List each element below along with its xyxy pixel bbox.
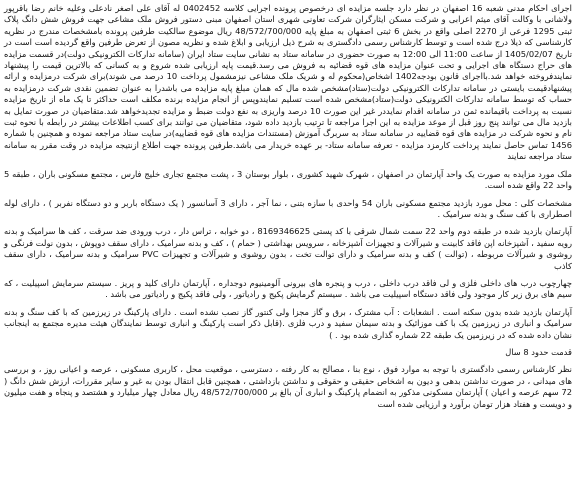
auction-announcement-paragraph: اجرای احکام مدنی شعبه 16 اصفهان در نظر دارد جلسه مزایده ای درخصوص پرونده اجرایی کلاسه 0402452 له آقای علی اصغر نادعلی وعلیه خانم رضا باقرپور ولاشانی با وکالت آقای میثم اعرابی و شرکت مسکن ایثارگران شرکت تعاونی شهری استان اصفهان مبنی دستور فروش ملک مشاعی جهت فروش شش دانگ پلاک ثبتی 1295 فرعی از 2270 اصلی واقع در بخش 6 ثبتی اصفهان به مبلغ پایه 48/572/700/000 ریال موضوع سالکیت طرفین پرونده بامشخصات مندرج در نظریه کارشناسی که ذیلا درج شده است و توسط کارشناس رسمی دادگستری به شرح ذیل ارزیابی و ابلاغ شده و نظریه مصون از تعرض طرفین واقع گردیده است است در تاریخ 1405/02/07 از ساعت 11:00 الی 12:00 به صورت حضوری در سامانه ستاد به نشانی سایت ستاد ایران (سامانه تدارکات الکترونیکی دولت)در قسمت مزایده های حراج دستگاه های اجرایی و تحت عنوان مزایده های قوه قضائیه به فروش می رسد.قیمت پایه ارزیابی شده شروع و به کسانی که بالاترین قیمت را پیشنهاد نمایندفروخته خواهد شد.بااجرای قانون بودجه1402 اشخاص(محکوم له و شریک ملک مشاعی نیزمشمول پرداخت 10 درصد می شوند)برای شرکت درمزایده و ارائه پیشنهادقیمت بایستی در سامانه تدارکات الکترونیکی دولت(ستاد)مشخص شده مال که همان مبلغ پایه مزایده می باشدرا به عنوان تضمین نقدی شرکت درمزایده به حساب که توسط سامانه تدارکات الکترونیکی دولت(ستاد)مشخص شده است تسلیم نمایندوپس از انجام مزایده برنده مکلف است حداکثر تا یک ماه از تاریخ مزایده نسبت به پرداخت باقیمانده ثمن در سامانه اقدام نمایددر غیر این صورت 10 درصد واریزی به نفع دولت ضبط و مزایده تجدیدخواهد شد.متقاضیان در صورت تمایل به بازدید مال می توانند پنج روز قبل از موعد مزایده به این اجرا مراجعه تا ترتیب بازدید داده شود، متقاضیان می توانند برای کسب اطلاعات بیشتر در رابطه با نحوه ثبت نام و نحوه شرکت در مزایده های قوه قضاییه در سامانه ستاد به سربرگ آموزش (مستندات مزایده های قوه قضاییه)در سایت ستاد مراجعه نموده و همچنین با شماره 1456 تماس حاصل نمایند پرداخت کارمزد مزایده - تعرفه سامانه ستاد- بر عهده خریدار می باشد.طرفین پرونده جهت اطلاع ازنتیجه مزایده در وقت مقرر به سامانه ستاد مراجعه نمایند	[4, 3, 573, 162]
building-age-paragraph: قدمت حدود 8 سال	[505, 346, 572, 357]
property-location-paragraph: ملک مورد مزایده به صورت یک واحد آپارتمان در اصفهان ، شهرک شهید کشوری ، بلوار بوستان 3 ، پشت مجتمع تجاری خلیج فارس ، مجتمع مسکونی باران ، طبقه 5 واحد 22 واقع شده است.	[4, 168, 572, 191]
apartment-description-paragraph: آپارتمان بازدید شده در طبقه دوم واحد 22 سمت شمال شرقی با کد پستی 8169346625 ، دو خوابه ، تراس دار ، درب ورودی ضد سرقت ، کف ها سرامیک و بدنه رویه سفید ، آشپزخانه اپن فاقد کابینت و شیرآلات و تجهیزات آشپزخانه ، سرویس بهداشتی ( حمام ) ، کف و بدنه سرامیک ، دارای سقف دوپوش ، بدون نولت فرنگی و روشوی و شیرآلات مربوطه ، (توالت ) کف و بدنه سرامیک و دارای توالت تخت ، بدون روشوی و شیرآلات و تجهیزات PVC سرامیک و بدنه سرامیک ، دارای سقف کاذب	[4, 226, 572, 271]
general-specifications-paragraph: مشخصات کلی : محل مورد بازدید مجتمع مسکونی باران 54 واحدی با سازه بتنی ، نما آجر ، دارای 3 آسانسور ( یک دستگاه باربر و دو دستگاه نفربر ) ، دارای لوله اصطراری با کف سنگ و بدنه سرامیک .	[4, 197, 573, 219]
utilities-and-parking-paragraph: آپارتمان بازدید شده بدون سکنه است . انشعابات : آب مشترک ، برق و گاز مجزا ولی کنتور گاز نصب نشده است . دارای پارکینگ در زیرزمین که با کف سنگ و بدنه سرامیک و انباری در زیرزمین یک با کف موزائیک و بدنه سیمان سفید و درب فلزی .(قابل ذکر است پارکینگ و انباری توسط نمایندگان هیئت مدیره مجتمع به اینجانب نشان داده شده که در زیرزمین یک طبقه 22 شماره گذاری شده بود . )	[4, 306, 572, 340]
doors-and-systems-paragraph: چهارچوب درب های داخلی فلزی و لی فاقد درب داخلی ، درب و پنجره های بیرونی آلومینیوم دوجداره ، آپارتمان دارای کلید و پریز . سیستم سرمایش اسپیلیت ، که سیم های برق زیر کار موجود ولی فاقد دستگاه اسپیلیت می باشد . سیستم گرمایش پکیج و رادیاتور ، ولی فاقد پکیج و رادیاتور می باشد .	[4, 277, 572, 300]
expert-valuation-paragraph: نظر کارشناس رسمی دادگستری با توجه به موارد فوق ، نوع بنا ، مصالح به کار رفته ، دسترسی ، موقعیت محل ، کاربری مسکونی ، عرصه و اعیانی روز ، و بررسی های میدانی ، در صورت نداشتن بدهی و دیون به اشخاص حقیقی و حقوقی و نداشتن بازداشتی ، همچنین قابل انتقال بودن به غیر و سایر مقررات، ارزش شش دانگ ( 72 سهم عرصه و اعیان ) آپارتمان مسکونی مذکور به انضمام پارکینگ و انباری آن بالغ بر 48/572/700/000 ریال معادل چهار میلیارد و هشتصد و پنجاه و هفت میلیون و دویست و هفتاد هزار تومان برآورد و ارزیابی شده است	[4, 364, 573, 409]
